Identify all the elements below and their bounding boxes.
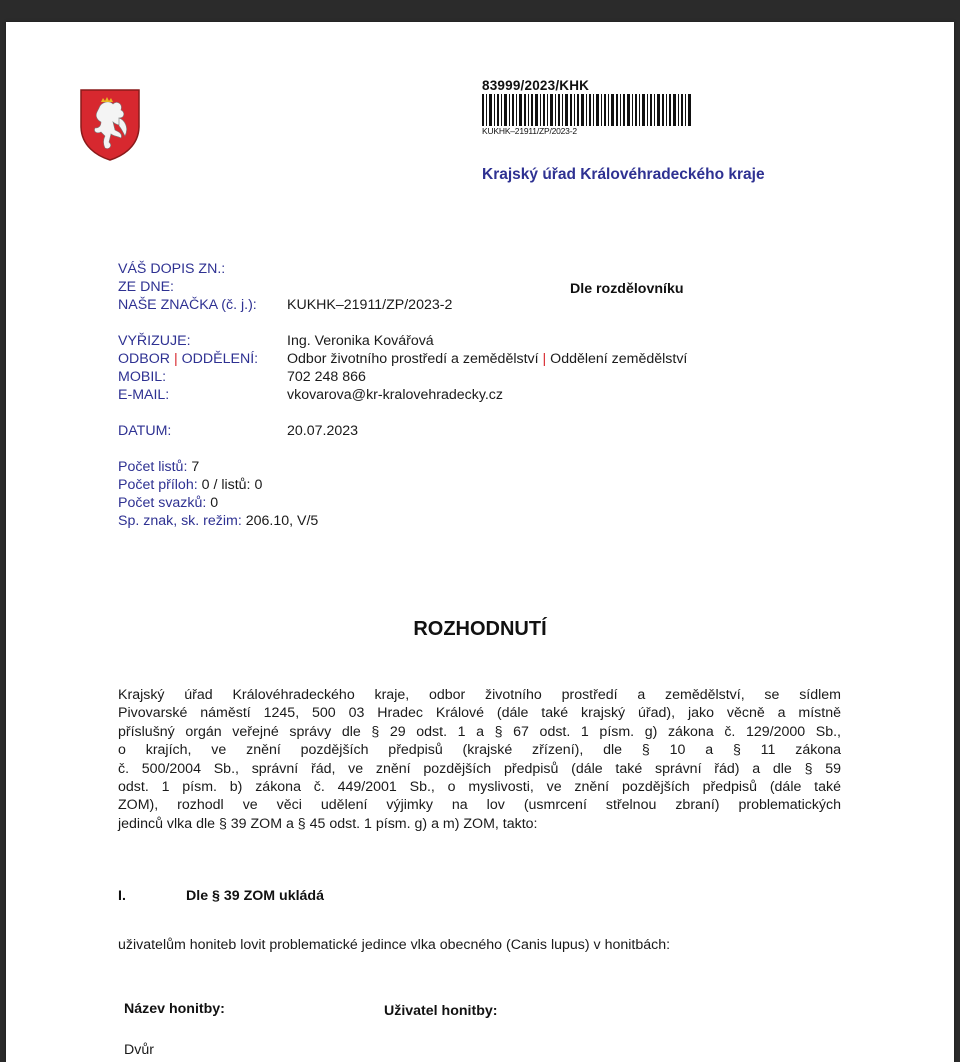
field-label: E-MAIL: bbox=[118, 387, 170, 403]
paragraph-line: jedinců vlka dle § 39 ZOM a § 45 odst. 1 písm. g) a m) ZOM, takto: bbox=[118, 815, 538, 832]
paragraph-line: ZOM), rozhodl ve věci udělení výjimky na lov (usmrcení střelnou zbraní) problematických bbox=[118, 797, 841, 814]
section-text: uživatelům honiteb lovit problematické jedince vlka obecného (Canis lupus) v honitbách: bbox=[118, 937, 671, 953]
field-label: ZE DNE: bbox=[118, 279, 174, 295]
field-label: ODBOR | ODDĚLENÍ: bbox=[118, 351, 259, 367]
table-row-partial: Dvůr bbox=[124, 1042, 154, 1058]
decision-intro-paragraph bbox=[118, 686, 841, 833]
paragraph-line: č. 500/2004 Sb., správní řád, ve znění pozdějších předpisů (dále také správní řád) a dle § 59 bbox=[118, 760, 841, 777]
column-header-hunting-ground: Název honitby: bbox=[124, 1001, 225, 1017]
field-label: MOBIL: bbox=[118, 369, 167, 385]
czech-coat-of-arms-icon bbox=[79, 88, 141, 162]
paragraph-line: příslušný orgán veřejné správy dle § 29 odst. 1 a § 67 odst. 1 písm. g) zákona č. 129/2000 Sb., bbox=[118, 723, 841, 740]
document-title: ROZHODNUTÍ bbox=[413, 618, 547, 640]
field-label: DATUM: bbox=[118, 423, 172, 439]
office-name: Krajský úřad Královéhradeckého kraje bbox=[482, 166, 765, 183]
column-header-user: Uživatel honitby: bbox=[384, 1003, 498, 1019]
paragraph-line: odst. 1 písm. b) zákona č. 449/2001 Sb., o myslivosti, ve znění pozdějších předpisů (dále také bbox=[118, 778, 841, 795]
distribution-note: Dle rozdělovníku bbox=[570, 281, 684, 297]
field-value: Odbor životního prostředí a zemědělství | Oddělení zemědělství bbox=[287, 351, 688, 367]
field-value: vkovarova@kr-kralovehradecky.cz bbox=[287, 387, 503, 403]
field-value: KUKHK–21911/ZP/2023-2 bbox=[287, 297, 453, 313]
reference-number: 83999/2023/KHK bbox=[482, 78, 590, 93]
document-page: 83999/2023/KHK KUKHK–21911/ZP/2023-2 Krajský úřad Královéhradeckého kraje VÁŠ DOPIS ZN.: ZE DNE: NAŠE ZNAČKA (č. j.): KUKHK–21911/ZP/2023-2 VYŘIZUJE: Ing. Veronika Kovářová ODBOR | ODDĚLENÍ: Odbor životního prostředí a zemědělství | Oddělení zemědělství MOBIL: 702 248 866 E-MAIL: vkovarova@kr-kralovehradecky.cz DATUM: 20.07.2023 Počet listů: 7 Počet příloh: 0 / listů: 0 Počet svazků: 0 Sp. znak, sk. režim: 206.10, V/5 Dle rozdělovníku ROZHODNUTÍ Krajský úřad Královéhradeckého kraje, odbor životního prostředí a zemědělství, se sídlem Pivovarské náměstí 1245, 500 03 Hradec Králové (dále také krajský úřad), jako věcně a místně příslušný orgán veřejné správy dle § 29 odst. 1 a § 67 odst. 1 písm. g) zákona č. 129/2000 Sb., o krajích, ve znění pozdějších předpisů (krajské zřízení), dle § 10 a § 11 zákona č. 500/2004 Sb., správní řád, ve znění pozdějších předpisů (dále také správní řád) a dle § 59 odst. 1 písm. b) zákona č. 449/2001 Sb., o myslivosti, ve znění pozdějších předpisů (dále také ZOM), rozhodl ve věci udělení výjimky na lov (usmrcení střelnou zbraní) problematických jedinců vlka dle § 39 ZOM a § 45 odst. 1 písm. g) a m) ZOM, takto: I. Dle § 39 ZOM ukládá uživatelům honiteb lovit problematické jedince vlka obecného (Canis lupus) v honitbách: Název honitby: Uživatel honitby: Dvůr bbox=[6, 22, 954, 1062]
barcode-icon bbox=[482, 94, 692, 126]
paragraph-line: o krajích, ve znění pozdějších předpisů (krajské zřízení), dle § 10 a § 11 zákona bbox=[118, 742, 841, 759]
field-value: Ing. Veronika Kovářová bbox=[287, 333, 434, 349]
paragraph-line: Krajský úřad Královéhradeckého kraje, odbor životního prostředí a zemědělství, se sídlem bbox=[118, 687, 841, 703]
field-value: 20.07.2023 bbox=[287, 423, 359, 439]
section-number: I. bbox=[118, 888, 126, 904]
field-value: 702 248 866 bbox=[287, 369, 366, 385]
viewer-topbar bbox=[0, 0, 960, 22]
field-label: VÁŠ DOPIS ZN.: bbox=[118, 261, 226, 277]
field-label: VYŘIZUJE: bbox=[118, 333, 191, 349]
field-label: NAŠE ZNAČKA (č. j.): bbox=[118, 297, 257, 313]
paragraph-line: Pivovarské náměstí 1245, 500 03 Hradec Králové (dále také krajský úřad), jako věcně a místně bbox=[118, 705, 841, 722]
section-title: Dle § 39 ZOM ukládá bbox=[186, 888, 324, 904]
barcode-caption: KUKHK–21911/ZP/2023-2 bbox=[482, 126, 577, 136]
